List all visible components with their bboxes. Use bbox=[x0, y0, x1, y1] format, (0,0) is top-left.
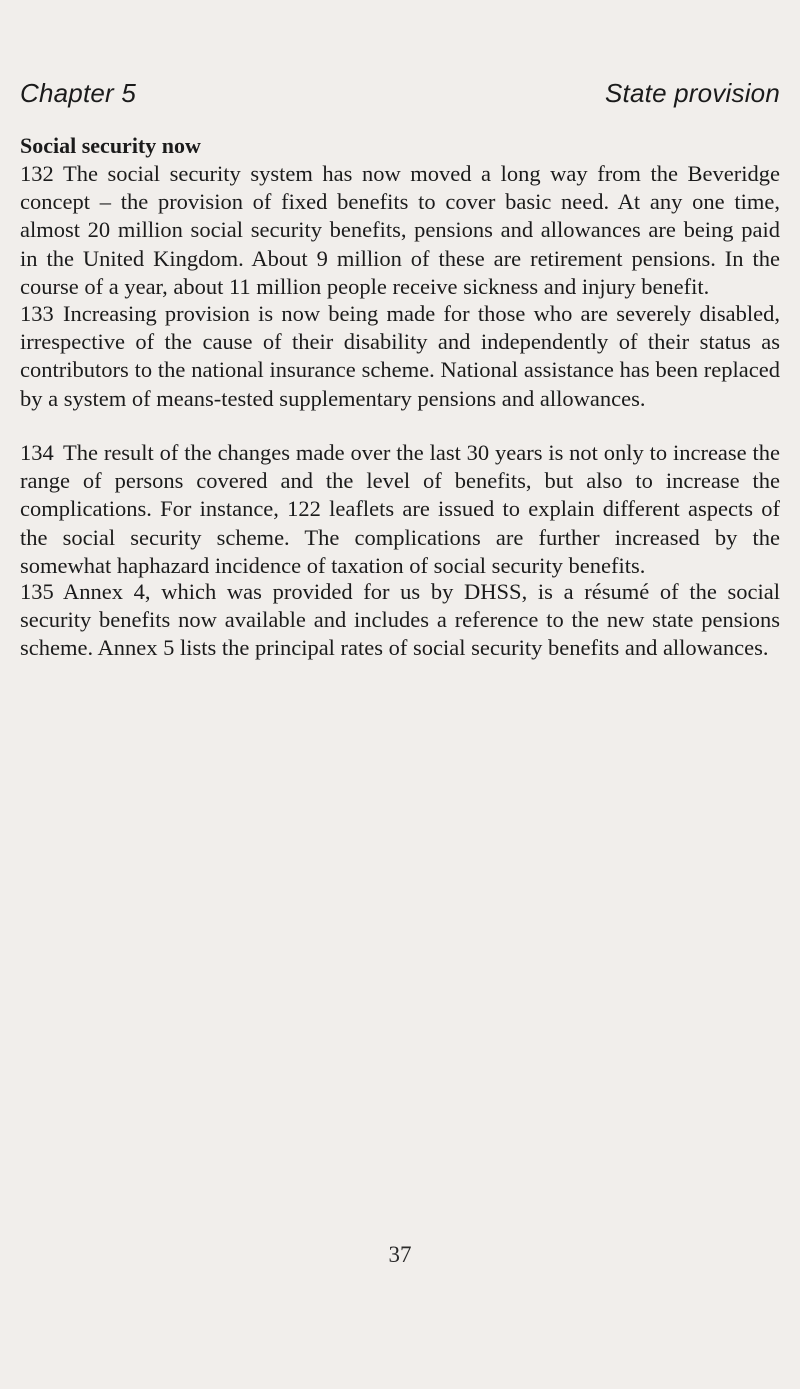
paragraph-number: 132 bbox=[20, 161, 54, 186]
paragraph-text: The social security system has now moved a long way from the Beveridge concept – the provision of fixed benefits to cover basic need. At any one time, almost 20 million social security benefits, pensions and allowances are being paid in the United Kingdom. About 9 million of these are retirement pensions. In the course of a year, about 11 million people receive sickness and injury benefit. bbox=[20, 161, 780, 299]
paragraph-number: 134 bbox=[20, 440, 54, 465]
paragraph-text: The result of the changes made over the last 30 years is not only to increase the range of persons covered and the level of benefits, but also to increase the complications. For instance, 122 leaflets are issued to explain different aspects of the social security scheme. The complications are further increased by the somewhat haphazard incidence of taxation of social security benefits. bbox=[20, 440, 780, 578]
chapter-label: Chapter 5 bbox=[20, 78, 136, 108]
paragraph-number: 133 bbox=[20, 301, 54, 326]
paragraph-text: Increasing provision is now being made for those who are severely disabled, irrespective of the cause of their disability and independently of their status as contributors to the national insurance scheme. National assistance has been replaced by a system of means-tested supplementary pensions and allowances. bbox=[20, 301, 780, 411]
paragraph-text: Annex 4, which was provided for us by DHSS, is a résumé of the social security benefits now available and includes a reference to the new state pensions scheme. Annex 5 lists the principal rates of social security benefits and allowances. bbox=[20, 579, 780, 661]
section-heading: Social security now bbox=[20, 133, 201, 158]
page-number: 37 bbox=[388, 1242, 412, 1267]
paragraph-135 bbox=[20, 578, 780, 663]
paragraph-132 bbox=[20, 160, 780, 301]
paragraph-number: 135 bbox=[20, 579, 54, 604]
section-label: State provision bbox=[605, 78, 780, 108]
paragraph-133 bbox=[20, 300, 780, 413]
paragraph-134 bbox=[20, 439, 780, 580]
